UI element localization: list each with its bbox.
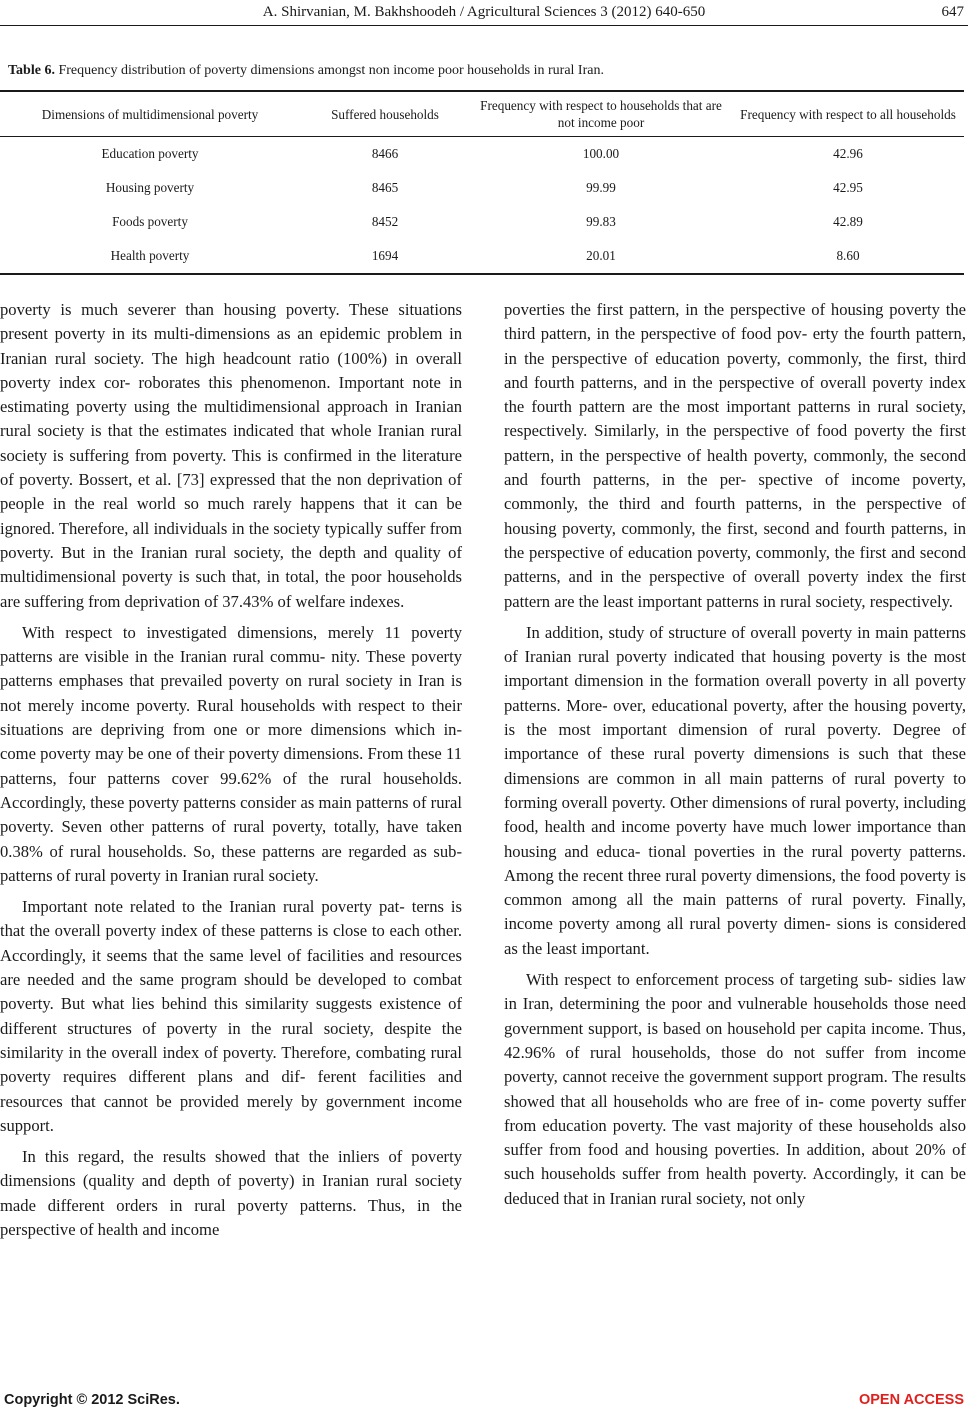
table-cell: 8465 [371, 180, 399, 195]
running-title: A. Shirvanian, M. Bakhshoodeh / Agricultural Sciences 3 (2012) 640-650 [262, 4, 706, 20]
table-label: Table 6. [8, 63, 55, 78]
table-caption [8, 62, 958, 80]
table-cell: 8452 [371, 214, 399, 229]
right-column [504, 298, 966, 1218]
table-row [0, 239, 964, 274]
page-footer [0, 1392, 968, 1412]
table-cell: 99.99 [586, 180, 616, 195]
table-cell: 8466 [371, 146, 399, 161]
copyright-notice: Copyright © 2012 SciRes. [4, 1392, 180, 1408]
table-row [0, 137, 964, 172]
table-cell: 20.01 [470, 239, 732, 274]
table-cell: Health poverty [0, 239, 300, 274]
table-cell: 100.00 [582, 146, 620, 161]
poverty-table [0, 90, 964, 275]
column-header: Frequency with respect to households that are not income poor [470, 91, 732, 137]
table-row [0, 205, 964, 239]
table-header-row [0, 91, 964, 137]
paragraph: poverty is much severer than housing poverty. These situations present poverty in its multi-dimensions as an epidemic problem in Iranian rural society. The high headcount ratio (100%) in overall poverty index cor- roborates this phenomenon. Important note in estimating poverty using the multidimensional approach in Iranian rural society is that the estimates indicated that whole Iranian rural society is suffering from poverty. This is confirmed in the literature of poverty. Bossert, et al. [73] expressed that the non deprivation of people in the real world so much rarely happens that it can be ignored. Therefore, all individuals in the society typically suffer from poverty. But in the Iranian rural society, the depth and quality of multidimensional poverty is such that, in total, the poor households are suffering from deprivation of 37.43% of welfare indexes. [0, 300, 462, 611]
table-cell: 8.60 [732, 239, 964, 274]
table-cell: Housing poverty [105, 180, 195, 195]
table-row [0, 171, 964, 205]
paragraph: poverties the first pattern, in the perspective of housing poverty the third pattern, in the perspective of food pov- erty the fourth pattern, in the perspective of education poverty, commonly, the first, third and fourth patterns, and in the perspective of overall poverty index the fourth pattern are the most important patterns in rural society, respectively. Similarly, in the perspective of food poverty the first pattern, in the perspective of health poverty, commonly, the second and fourth patterns, in the per- spective of income poverty, commonly, the third and fourth patterns, in the perspective of housing poverty, commonly, the first, second and fourth patterns, in the perspective of education poverty, commonly, the first and second patterns, and in the perspective of overall poverty index the first pattern are the least important patterns in rural society, respectively. [504, 300, 966, 611]
table-caption-text: Frequency distribution of poverty dimensions amongst non income poor households in rural Iran. [54, 63, 604, 78]
paragraph: In addition, study of structure of overall poverty in main patterns of Iranian rural poverty indicated that housing poverty is the most important dimension in the formation overall poverty in all poverty patterns. More- over, educational poverty, after the housing poverty, is the most important dimension of rural poverty. Degree of importance of these rural poverty dimensions is such that these dimensions are common in all main patterns of rural poverty to forming overall poverty. Other dimensions of rural poverty, including food, health and income poverty have much lower importance than housing and educa- tional poverties in the rural poverty patterns. Among the recent three rural poverty dimensions, the food poverty is common among all the main patterns of rural poverty. Finally, income poverty among all rural poverty dimen- sions is considered as the least important. [504, 622, 966, 958]
column-header: Suffered households [300, 91, 470, 137]
paragraph: In this regard, the results showed that the inliers of poverty dimensions (quality and depth of poverty) in Iranian rural society made different orders in rural poverty patterns. Thus, in the perspective of health and income [0, 1147, 462, 1239]
column-header: Dimensions of multidimensional poverty [0, 91, 300, 137]
paragraph: With respect to investigated dimensions, merely 11 poverty patterns are visible in the Iranian rural commu- nity. These poverty patterns emphases that prevailed poverty on rural society in Iran is not merely income poverty. Rural households with respect to their situations are depriving from one or more dimensions which in- come poverty may be one of their poverty dimensions. From these 11 patterns, four patterns cover 99.62% of the rural households. Accordingly, these poverty patterns consider as main patterns of rural poverty. Seven other patterns of rural poverty, totally, have taken 0.38% of rural households. So, these patterns are regarded as sub- patterns of rural poverty in Iranian rural society. [0, 622, 462, 885]
table-cell: 1694 [300, 239, 470, 274]
left-column [0, 298, 462, 1249]
table-cell: 42.96 [833, 146, 863, 161]
table-cell: Foods poverty [112, 214, 188, 229]
paragraph: Important note related to the Iranian rural poverty pat- terns is that the overall poverty index of these patterns is close to each other. Accordingly, it seems that the same level of facilities and resources are needed and the same program should be developed to combat poverty. But what lies behind this similarity suggests existence of different structures of poverty in the rural society, despite the similarity in the overall index of poverty. Therefore, combating rural poverty requires different plans and dif- ferent facilities and resources that cannot be provided merely by government income support. [0, 897, 462, 1135]
running-header [0, 2, 968, 22]
header-rule [0, 25, 968, 26]
table-cell: 42.89 [833, 214, 863, 229]
table-cell: 42.95 [833, 180, 863, 195]
column-header: Frequency with respect to all households [732, 91, 964, 137]
page-number: 647 [941, 4, 964, 20]
table-cell: Education poverty [101, 146, 199, 161]
paragraph: With respect to enforcement process of targeting sub- sidies law in Iran, determining the poor and vulnerable households those need government support, is based on household per capita income. Thus, 42.96% of rural households, those do not suffer from income poverty, cannot receive the government support program. The results showed that all households who are free of in- come poverty suffer from education poverty. The vast majority of these households also suffer from food and housing poverties. In addition, about 20% of such households suffer from health poverty. Accordingly, it can be deduced that in Iranian rural society, not only [504, 970, 966, 1208]
open-access-label: OPEN ACCESS [858, 1392, 964, 1408]
table-cell: 99.83 [586, 214, 616, 229]
